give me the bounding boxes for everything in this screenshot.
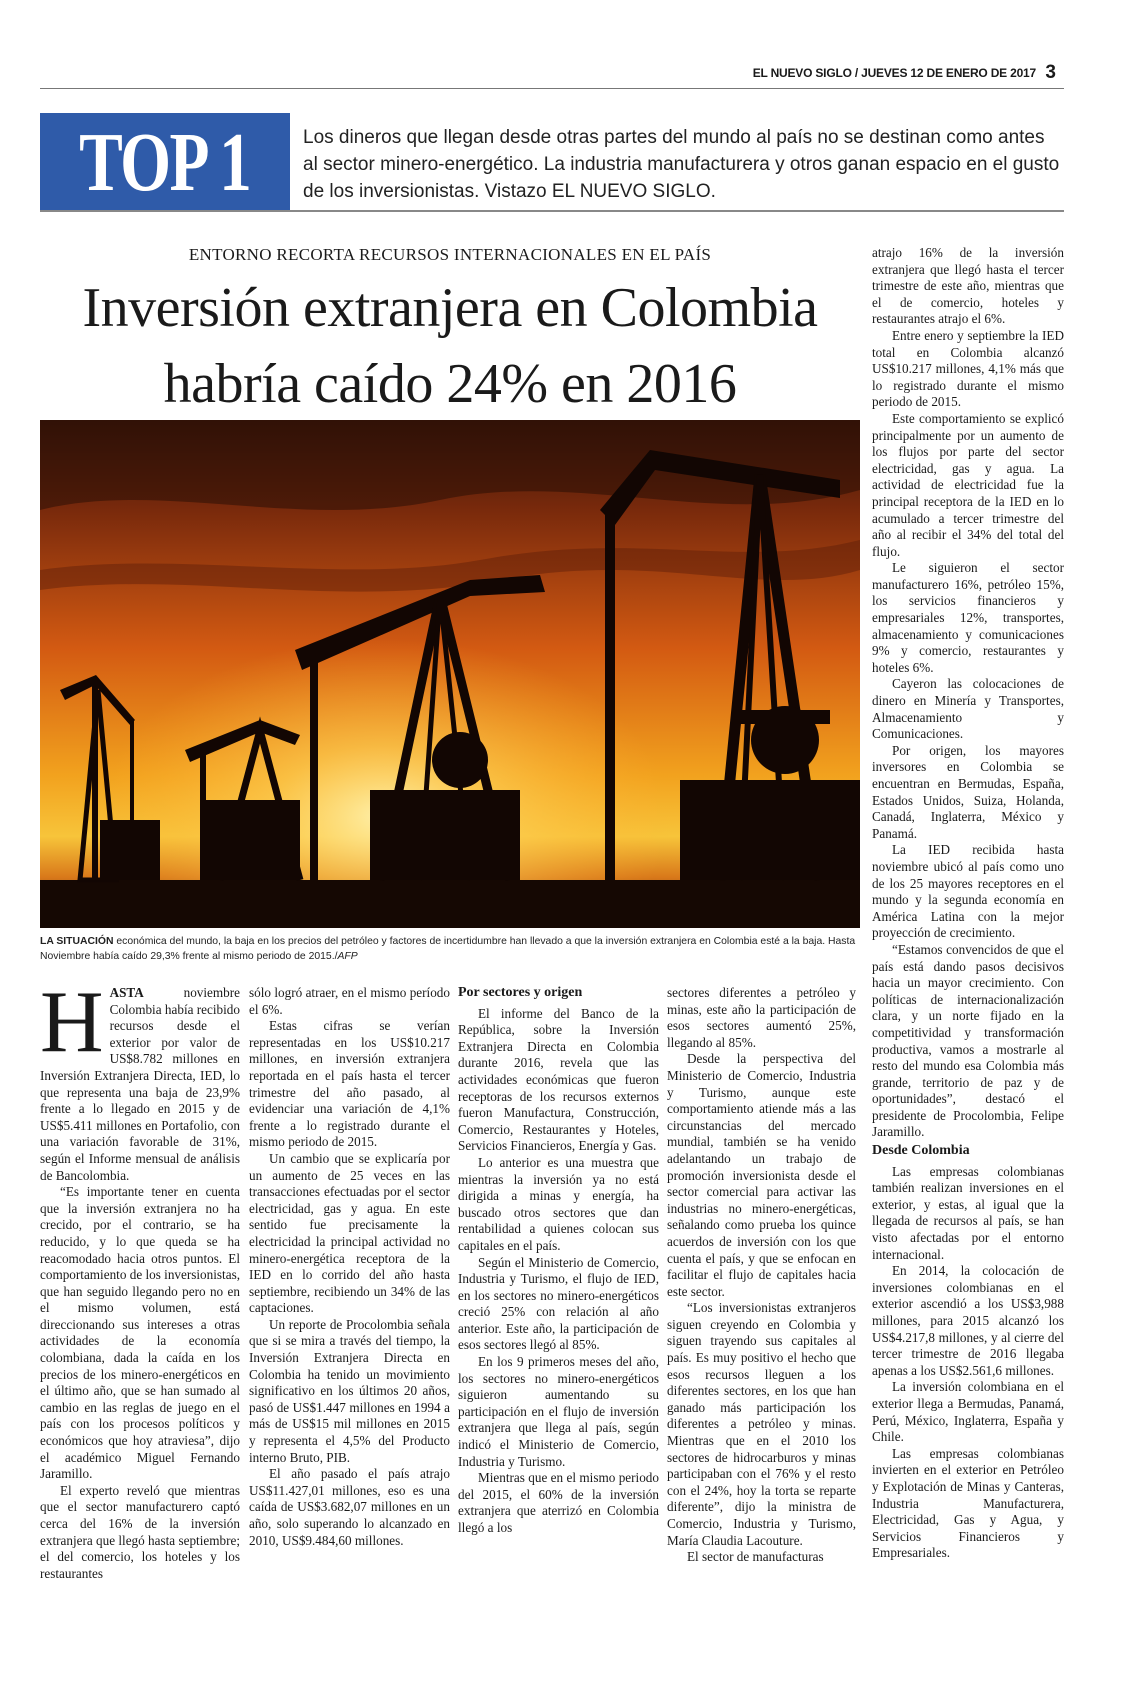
subheading-sectores: Por sectores y origen — [458, 985, 583, 1000]
paragraph: Le siguieron el sector manufacturero 16%, petróleo 15%, los servicios financieros y empresariales 12%, transportes, almacenamiento y comunicaciones 9% y comercio, restaurantes y hoteles 6%. — [872, 560, 1064, 675]
paragraph: “Estamos convencidos de que el país está dando pasos decisivos hacia un mayor crecimiento. Con políticas de internacionalización clara, y un norte fijado en la competitividad y transformación productiva, vamos a mostrarle al resto del mundo esa Colombia más grande, territorio de paz y de oportunidades”, destacó el presidente de Procolombia, Felipe Jaramillo. — [872, 941, 1064, 1140]
caption-lead: LA SITUACIÓN — [40, 936, 114, 947]
column-4 — [667, 985, 856, 1566]
kicker: ENTORNO RECORTA RECURSOS INTERNACIONALES EN EL PAÍS — [188, 245, 712, 264]
paragraph: sectores diferentes a petróleo y minas, este año la participación de esos sectores aumentó 25%, llegando al 85%. — [667, 985, 856, 1050]
paragraph: Un cambio que se explicaría por un aumento de 25 veces en las transacciones efectuadas por el sector electricidad, gas y agua. En este sentido fue precisamente la electricidad la principal actividad no minero-energética receptora de la IED en lo corrido del año hasta septiembre, recibiendo un 34% de las captaciones. — [249, 1150, 450, 1316]
paragraph: noviembre Colombia había recibido recursos desde el exterior por valor de US$8.782 millones en Inversión Extranjera Directa, IED, lo que representa una baja de 23,9% frente a lo llegado en 2015 y de US$5.411 millones en Portafolio, con una variación favorable de 31%, según el Informe mensual de análisis de Bancolombia. — [40, 985, 240, 1183]
headline-line-1: Inversión extranjera en Colombia — [82, 277, 818, 339]
column-2 — [249, 985, 450, 1549]
paragraph: Mientras que en el mismo periodo del 2015, el 60% de la inversión extranjera que aterrizó en Colombia llegó a los — [458, 1470, 659, 1535]
paragraph: En los 9 primeros meses del año, los sectores no minero-energéticos siguieron aumentando su participación en el flujo de inversión extranjera que llega al país, según indicó el Ministerio de Comercio, Industria y Turismo. — [458, 1354, 659, 1469]
paragraph: El año pasado el país atrajo US$11.427,01 millones, eso es una caída de US$3.682,07 millones en un año, solo superando lo alcanzado en 2010, US$9.484,60 millones. — [249, 1466, 450, 1548]
column-5 — [872, 245, 1064, 1562]
paragraph: Este comportamiento se explicó principalmente por un aumento de los flujos por parte del sector electricidad, gas y agua. La actividad de electricidad fue la principal receptora de la IED en lo acumulado a tercer trimestre del año al recibir el 34% del total del flujo. — [872, 410, 1064, 559]
subheading-desde-colombia: Desde Colombia — [872, 1143, 970, 1159]
column-3 — [458, 985, 659, 1537]
paragraph: Cayeron las colocaciones de dinero en Minería y Transportes, Almacenamiento y Comunicaciones. — [872, 676, 1064, 742]
paragraph: atrajo 16% de la inversión extranjera que llegó hasta el tercer trimestre de este año, mientras que el de comercio, hoteles y restaurantes atrajo el 6%. — [872, 245, 1064, 327]
paragraph: “Los inversionistas extranjeros siguen creyendo en Colombia y siguen trayendo sus capitales al país. Es muy positivo el hecho que esos recursos lleguen a los diferentes sectores, en los que han ganado más participación los diferentes a petróleo y minas. Mientras que en el 2010 los sectores de hidrocarburos y minas participaban con el 76% y el resto con el 24%, hoy la torta se reparte diferente”, dijo la ministra de Comercio, Industria y Turismo, María Claudia Lacouture. — [667, 1300, 856, 1548]
paragraph: Las empresas colombianas también realizan inversiones en el exterior, y estas, al igual que la llegada de recursos al país, se han visto afectadas por el entorno internacional. — [872, 1163, 1064, 1262]
caption-credit: AFP — [337, 951, 358, 962]
paragraph: Lo anterior es una muestra que mientras la inversión ya no está dirigida a minas y energía, ha buscado otros sectores que dan rentabilidad a quienes colocan sus capitales en el país. — [458, 1154, 659, 1253]
top-label-box — [40, 113, 290, 211]
header-rule — [40, 88, 1064, 89]
page-number: 3 — [1045, 62, 1056, 83]
caption-text: económica del mundo, la baja en los precios del petróleo y factores de incertidumbre han llevado a que la inversión extranjera en Colombia esté a la baja. Hasta Noviembre había caído 29,3% frente al mismo periodo de 2015./ — [40, 936, 856, 962]
headline — [40, 270, 860, 422]
lead-paragraph — [40, 974, 240, 1184]
banner-rule — [40, 210, 1064, 212]
paragraph: Desde la perspectiva del Ministerio de Comercio, Industria y Turismo, aunque este comportamiento atiende más a las circunstancias del mercado mundial, también se ha venido adelantando un trabajo de promoción inversionista desde el sector comercial para activar las industrias no minero-energéticas, señalando como prueba los quince acuerdos de inversión con los que cuenta el país, y que se enfocan en facilitar el flujo de capitales hacia este sector. — [667, 1051, 856, 1299]
top-banner-text: Los dineros que llegan desde otras partes del mundo al país no se destinan como antes al sector minero-energético. La industria manufacturera y otros ganan espacio en el gusto de los inversionistas. Vistazo EL NUEVO SIGLO. — [303, 127, 1060, 202]
running-head: EL NUEVO SIGLO / JUEVES 12 DE ENERO DE 2017 — [752, 66, 1036, 80]
top-label: TOP 1 — [79, 115, 251, 209]
paragraph: Las empresas colombianas invierten en el exterior en Petróleo y Explotación de Minas y Canteras, Industria Manufacturera, Electricidad, Gas y Agua, y Servicios Financieros y Empresariales. — [872, 1445, 1064, 1561]
paragraph: sólo logró atraer, en el mismo período el 6%. — [249, 985, 450, 1017]
paragraph: El experto reveló que mientras que el sector manufacturero captó cerca del 16% de la inversión extranjera que llegó hasta septiembre; el del comercio, los hoteles y los restaurantes — [40, 1482, 240, 1581]
paragraph: El sector de manufacturas — [687, 1549, 824, 1565]
paragraph: El informe del Banco de la República, sobre la Inversión Extranjera Directa en Colombia durante 2016, revela que las actividades económicas que fueron receptoras de los recursos externos fueron Manufactura, Construcción, Comercio, Restaurantes y Hoteles, Servicios Financieros, Energía y Gas. — [458, 1005, 659, 1154]
headline-line-2: habría caído 24% en 2016 — [163, 353, 737, 415]
paragraph: En 2014, la colocación de inversiones colombianas en el exterior ascendió a los US$3,988 millones, para 2015 alcanzó los US$4.217,8 millones, y al cierre del tercer trimestre de 2016 llegaba apenas a los US$2.561,6 millones. — [872, 1263, 1064, 1378]
column-1 — [40, 974, 240, 1582]
paragraph: La inversión colombiana en el exterior llega a Bermudas, Panamá, Perú, México, Inglaterra, España y Chile. — [872, 1379, 1064, 1445]
paragraph: Un reporte de Procolombia señala que si se mira a través del tiempo, la Inversión Extranjera Directa en Colombia ha tenido un movimiento significativo en los últimos 20 años, pasó de US$1.447 millones en 1994 a más de US$15 mil millones en 2015 y representa el 4,5% del Producto interno Bruto, PIB. — [249, 1316, 450, 1465]
paragraph: “Es importante tener en cuenta que la inversión extranjera no ha crecido, por el contrario, se ha reducido, y lo que queda se ha reacomodado hacia otros puntos. El comportamiento de los inversionistas, que han seguido llegando pero no en el mismo volumen, está direccionando sus intereses a otras actividades de la economía colombiana, dada la caída en los precios de los minero-energéticos en el último año, que se han sumado al cambio en las reglas de juego en el país con los procesos políticos y económicos que hoy atraviesa”, dijo el académico Miguel Fernando Jaramillo. — [40, 1184, 240, 1482]
dropcap: H — [40, 974, 104, 1071]
paragraph: Según el Ministerio de Comercio, Industria y Turismo, el flujo de IED, en los sectores no minero-energéticos creció 25% con relación al año anterior. Este año, la participación de esos sectores llegó al 85%. — [458, 1254, 659, 1353]
paragraph: Por origen, los mayores inversores en Colombia se encuentran en Bermudas, España, Estados Unidos, Suiza, Holanda, Canadá, Inglaterra, México y Panamá. — [872, 742, 1064, 841]
paragraph: Estas cifras se verían representadas en los US$10.217 millones, en inversión extranjera reportada en el país hasta el tercer trimestre del año pasado, al evidenciar una variación de 4,1% frente a lo registrado durante el mismo periodo de 2015. — [249, 1018, 450, 1150]
paragraph: La IED recibida hasta noviembre ubicó al país como uno de los 25 mayores receptores en el mundo y la segunda economía en América Latina con la mejor proyección de crecimiento. — [872, 842, 1064, 941]
paragraph: Entre enero y septiembre la IED total en Colombia alcanzó US$10.217 millones, 4,1% más que lo registrado durante el mismo periodo de 2015. — [872, 327, 1064, 410]
lead-word: ASTA — [109, 985, 144, 1000]
photo-caption — [40, 934, 860, 964]
photo-oil-pumpjacks — [40, 420, 860, 928]
